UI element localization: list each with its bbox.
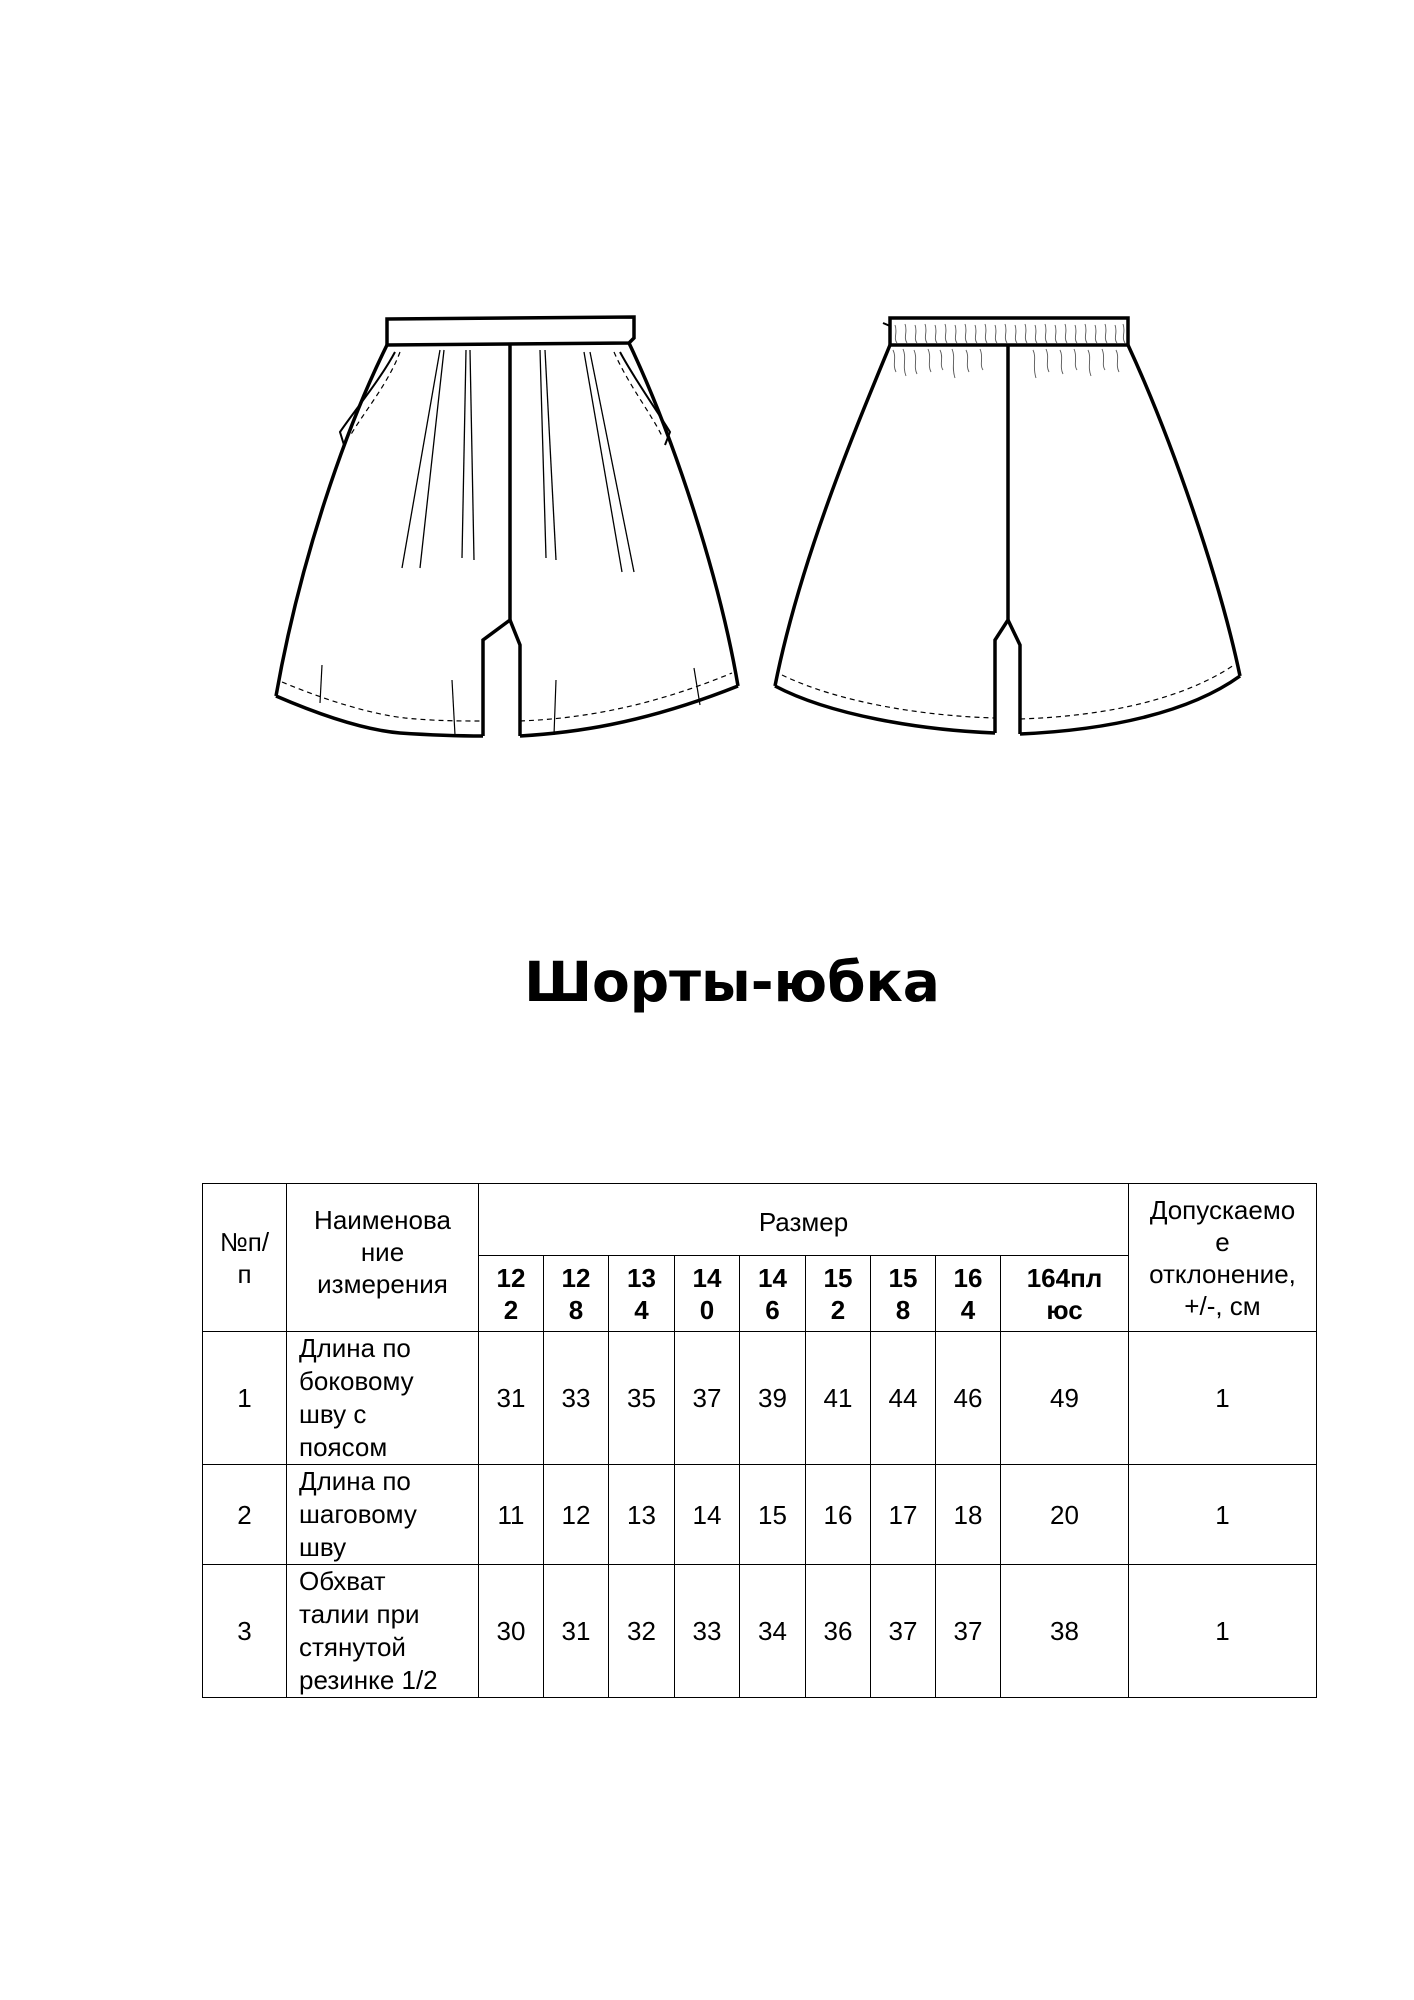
measurement-value: 44 <box>871 1332 936 1465</box>
size-label-line: 8 <box>568 1294 584 1325</box>
front-view-sketch <box>276 317 738 736</box>
size-label-line: 14 <box>692 1262 722 1293</box>
measurement-name <box>287 1332 479 1465</box>
measurement-value: 32 <box>609 1565 675 1698</box>
tolerance-value: 1 <box>1129 1332 1317 1465</box>
garment-sketches <box>0 0 1414 800</box>
measurement-value: 39 <box>740 1332 806 1465</box>
measurement-value: 31 <box>479 1332 544 1465</box>
size-label-line: 4 <box>634 1294 649 1325</box>
measurement-value: 13 <box>609 1465 675 1565</box>
size-header-cell <box>609 1256 675 1332</box>
header-number-line: №п/ <box>219 1226 270 1257</box>
size-label-line: 2 <box>503 1294 519 1325</box>
back-view-sketch <box>775 318 1240 734</box>
size-label-line: 14 <box>758 1262 787 1293</box>
header-tolerance-line: +/-, см <box>1184 1290 1261 1321</box>
measurement-value: 12 <box>544 1465 609 1565</box>
measurement-value: 15 <box>740 1465 806 1565</box>
size-header-cell <box>479 1256 544 1332</box>
header-tolerance-line: Допускаемо <box>1149 1194 1296 1225</box>
header-name-line: ние <box>360 1237 405 1267</box>
measurement-value: 11 <box>479 1465 544 1565</box>
size-label-line: 0 <box>699 1294 715 1325</box>
header-number-line: п <box>237 1258 252 1289</box>
measurement-name-line: резинке 1/2 <box>299 1665 438 1695</box>
measurement-value: 37 <box>675 1332 740 1465</box>
measurement-name-line: поясом <box>299 1432 388 1462</box>
table-row <box>203 1465 1317 1565</box>
size-label-line: 4 <box>960 1294 976 1325</box>
table-row <box>203 1332 1317 1465</box>
size-label-line: 15 <box>823 1262 853 1293</box>
measurement-value: 38 <box>1001 1565 1129 1698</box>
header-tolerance-line: е <box>1215 1226 1230 1257</box>
measurement-name-line: Длина по <box>299 1333 411 1363</box>
measurement-value: 16 <box>806 1465 871 1565</box>
measurement-name-line: Обхват <box>299 1566 386 1596</box>
table-header-row <box>203 1184 1317 1256</box>
size-label-line: 12 <box>496 1262 526 1293</box>
measurement-name-line: боковому <box>299 1366 414 1396</box>
measurement-name <box>287 1465 479 1565</box>
size-header-cell <box>806 1256 871 1332</box>
size-label-line: 6 <box>765 1294 780 1325</box>
size-header-cell <box>1001 1256 1129 1332</box>
size-label-line: 164пл <box>1026 1262 1103 1293</box>
size-header-cell <box>675 1256 740 1332</box>
size-label-line: 15 <box>888 1262 918 1293</box>
measurement-value: 17 <box>871 1465 936 1565</box>
measurement-value: 14 <box>675 1465 740 1565</box>
row-number: 2 <box>203 1465 287 1565</box>
tolerance-value: 1 <box>1129 1565 1317 1698</box>
measurement-value: 18 <box>936 1465 1001 1565</box>
measurement-value: 31 <box>544 1565 609 1698</box>
measurement-value: 30 <box>479 1565 544 1698</box>
measurement-name <box>287 1565 479 1698</box>
measurement-value: 49 <box>1001 1332 1129 1465</box>
header-name-line: измерения <box>317 1269 448 1299</box>
measurement-value: 33 <box>675 1565 740 1698</box>
size-chart-table <box>202 1183 1317 1698</box>
measurement-name-line: шву с <box>299 1399 367 1429</box>
measurement-value: 34 <box>740 1565 806 1698</box>
header-tolerance-line: отклонение, <box>1149 1258 1296 1289</box>
measurement-value: 37 <box>871 1565 936 1698</box>
measurement-name-line: шаговому <box>299 1499 417 1529</box>
document-title: Шорты-юбка <box>524 950 940 1014</box>
size-label-line: 16 <box>953 1262 983 1293</box>
size-label-line: 2 <box>830 1294 846 1325</box>
size-label-line: 8 <box>895 1294 911 1325</box>
row-number: 1 <box>203 1332 287 1465</box>
header-measurement-name <box>287 1184 479 1332</box>
size-label-line: 13 <box>627 1262 656 1293</box>
size-header-cell <box>936 1256 1001 1332</box>
header-name-line: Наименова <box>314 1205 451 1235</box>
size-label-line: 12 <box>561 1262 591 1293</box>
measurement-name-line: шву <box>299 1532 347 1562</box>
tolerance-value: 1 <box>1129 1465 1317 1565</box>
size-header-cell <box>740 1256 806 1332</box>
table-row <box>203 1565 1317 1698</box>
header-size-group: Размер <box>479 1184 1129 1256</box>
measurement-value: 46 <box>936 1332 1001 1465</box>
size-header-cell <box>871 1256 936 1332</box>
size-label-line: юс <box>1046 1294 1083 1325</box>
header-number <box>203 1184 287 1332</box>
measurement-value: 36 <box>806 1565 871 1698</box>
measurement-value: 37 <box>936 1565 1001 1698</box>
row-number: 3 <box>203 1565 287 1698</box>
measurement-value: 35 <box>609 1332 675 1465</box>
measurement-name-line: Длина по <box>299 1466 411 1496</box>
measurement-name-line: стянутой <box>299 1632 406 1662</box>
measurement-name-line: талии при <box>299 1599 420 1629</box>
header-tolerance <box>1129 1184 1317 1332</box>
measurement-value: 41 <box>806 1332 871 1465</box>
size-header-cell <box>544 1256 609 1332</box>
measurement-value: 20 <box>1001 1465 1129 1565</box>
measurement-value: 33 <box>544 1332 609 1465</box>
